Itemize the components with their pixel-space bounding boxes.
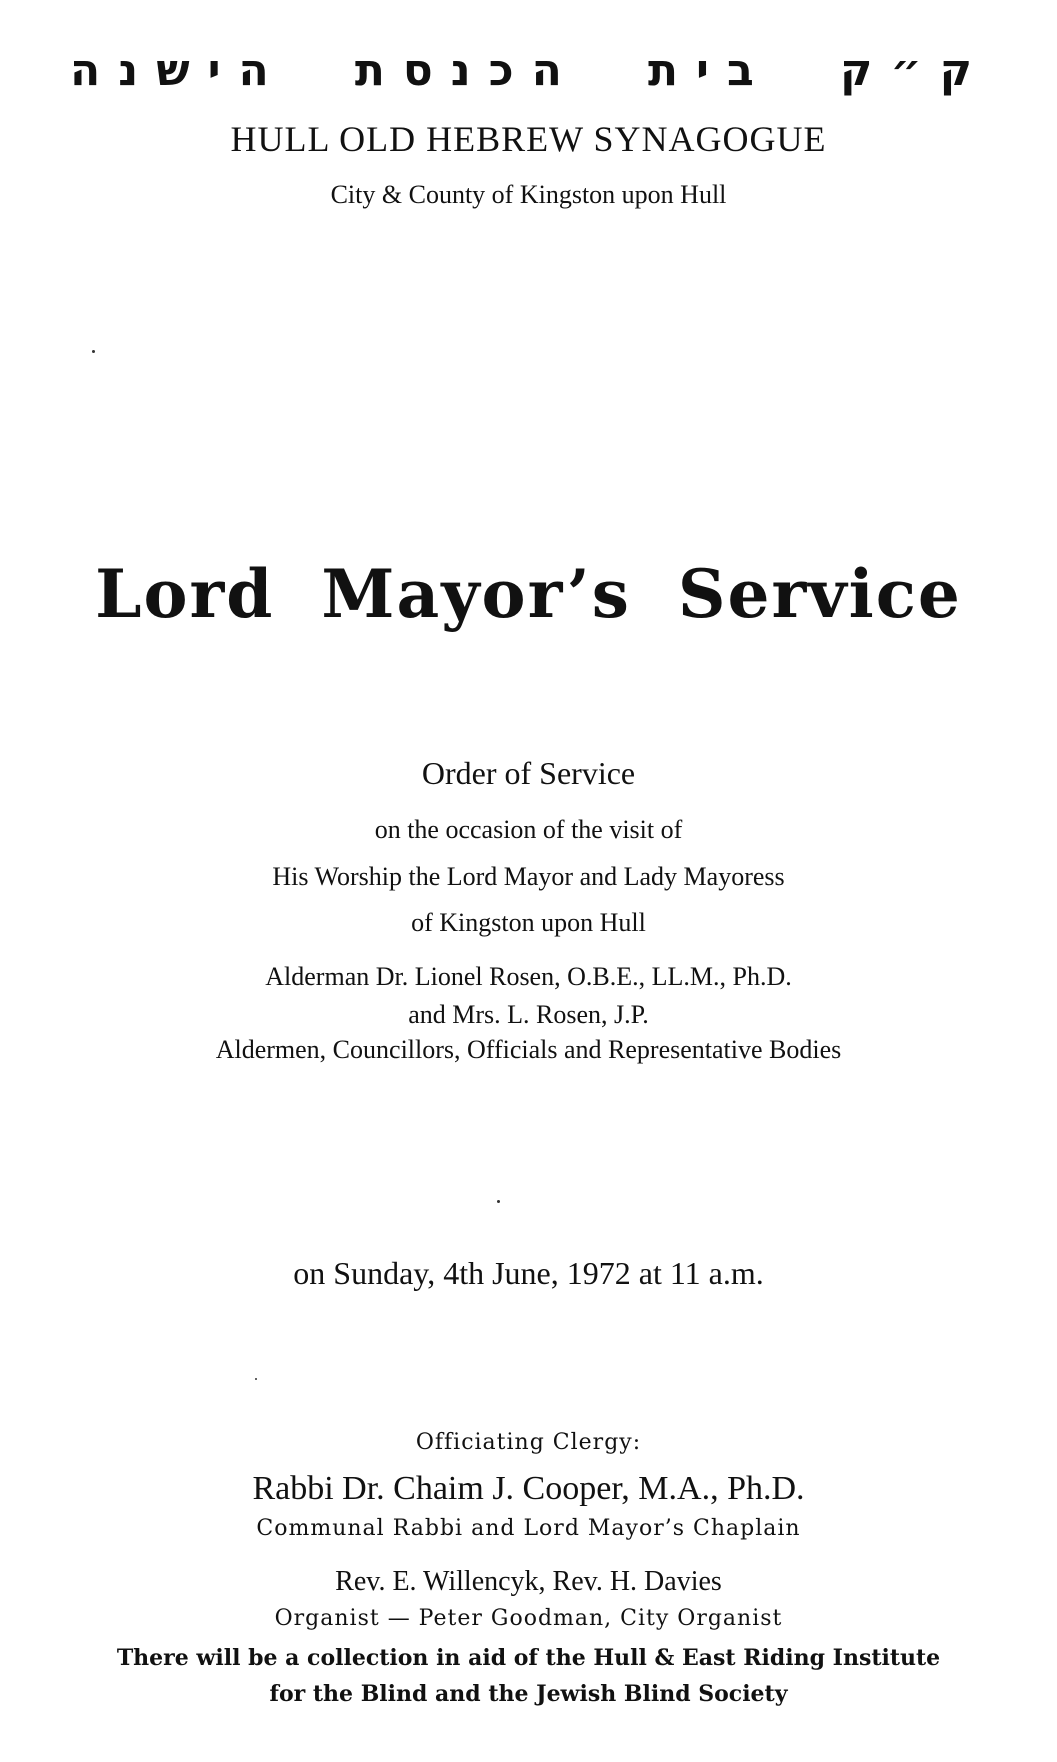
- collection-line-2: for the Blind and the Jewish Blind Society: [269, 1681, 788, 1707]
- hebrew-word: ק״ק: [839, 44, 990, 96]
- hebrew-word: בית: [648, 44, 772, 96]
- hebrew-word: הישנה: [70, 44, 287, 96]
- page-title: Lord Mayor’s Service: [95, 555, 962, 633]
- city-subtitle: City & County of Kingston upon Hull: [330, 180, 727, 209]
- print-speck: [255, 1378, 257, 1380]
- worship-line: His Worship the Lord Mayor and Lady Mayoress: [272, 862, 785, 891]
- organist-line: Organist — Peter Goodman, City Organist: [274, 1606, 783, 1631]
- hebrew-heading: [70, 40, 990, 100]
- order-heading: Order of Service: [421, 755, 636, 791]
- alderman-line: Alderman Dr. Lionel Rosen, O.B.E., LL.M., Ph.D.: [265, 962, 792, 991]
- rabbi-name: Rabbi Dr. Chaim J. Cooper, M.A., Ph.D.: [252, 1470, 805, 1507]
- print-speck: [92, 350, 95, 353]
- print-speck: [497, 1200, 500, 1203]
- synagogue-name: HULL OLD HEBREW SYNAGOGUE: [230, 119, 827, 159]
- occasion-line: on the occasion of the visit of: [374, 815, 683, 844]
- rabbi-role: Communal Rabbi and Lord Mayor’s Chaplain: [256, 1516, 801, 1541]
- kingston-line: of Kingston upon Hull: [411, 908, 646, 937]
- hebrew-word: הכנסת: [354, 44, 580, 96]
- clergy-label: Officiating Clergy:: [415, 1430, 642, 1455]
- reverends: Rev. E. Willencyk, Rev. H. Davies: [335, 1566, 722, 1597]
- bodies-line: Aldermen, Councillors, Officials and Representative Bodies: [215, 1035, 842, 1064]
- collection-line-1: There will be a collection in aid of the Hull & East Riding Institute: [116, 1645, 941, 1671]
- service-date: on Sunday, 4th June, 1972 at 11 a.m.: [293, 1255, 764, 1291]
- mrs-line: and Mrs. L. Rosen, J.P.: [408, 1000, 649, 1029]
